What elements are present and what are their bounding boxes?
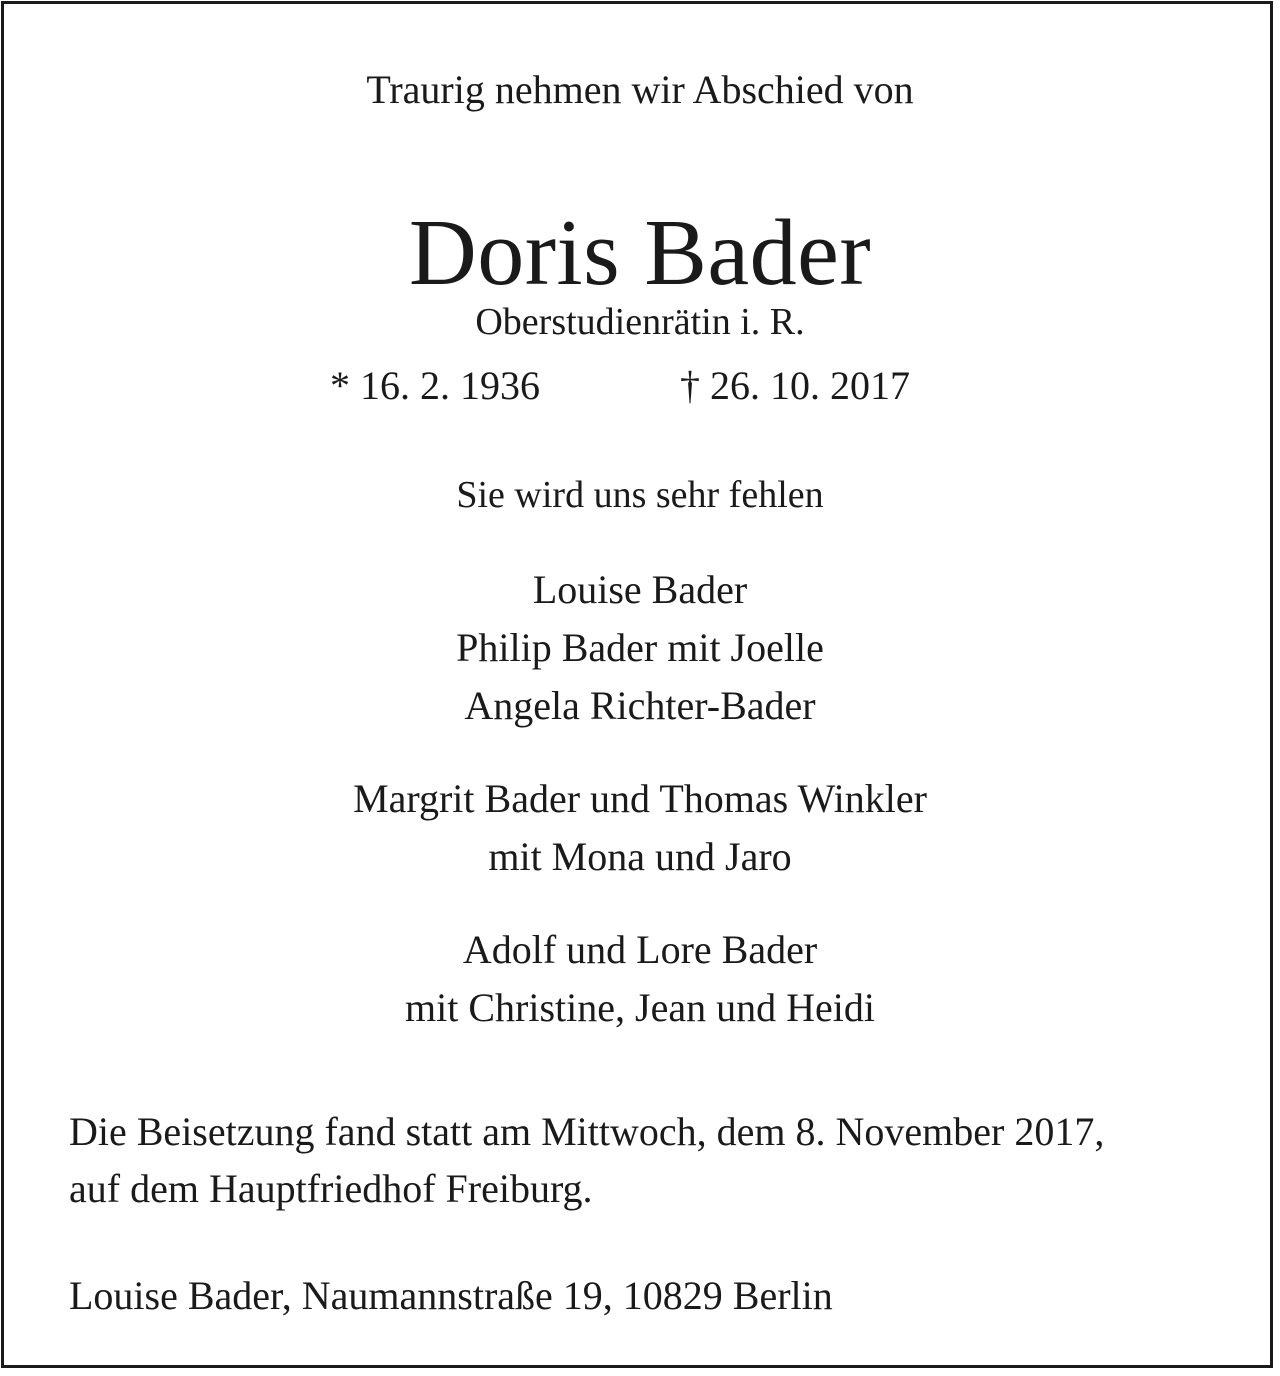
family-member: Adolf und Lore Bader <box>462 927 818 972</box>
family-member: Philip Bader mit Joelle <box>456 625 824 670</box>
death-date: † 26. 10. 2017 <box>680 363 910 408</box>
family-member: mit Christine, Jean und Heidi <box>405 985 875 1030</box>
family-member: mit Mona und Jaro <box>488 834 792 879</box>
birth-date: * 16. 2. 1936 <box>330 363 540 408</box>
family-member: Angela Richter-Bader <box>464 683 816 728</box>
closing-text: Sie wird uns sehr fehlen <box>456 474 824 516</box>
family-member: Louise Bader <box>532 567 748 612</box>
deceased-name: Doris Bader <box>408 201 872 305</box>
contact-address: Louise Bader, Naumannstraße 19, 10829 Berlin <box>69 1273 833 1318</box>
funeral-info-line: auf dem Hauptfriedhof Freiburg. <box>69 1166 593 1211</box>
deceased-title: Oberstudienrätin i. R. <box>475 301 805 343</box>
intro-text: Traurig nehmen wir Abschied von <box>366 67 914 112</box>
funeral-info-line: Die Beisetzung fand statt am Mittwoch, dem 8. November 2017, <box>69 1109 1105 1154</box>
family-member: Margrit Bader und Thomas Winkler <box>353 776 927 821</box>
